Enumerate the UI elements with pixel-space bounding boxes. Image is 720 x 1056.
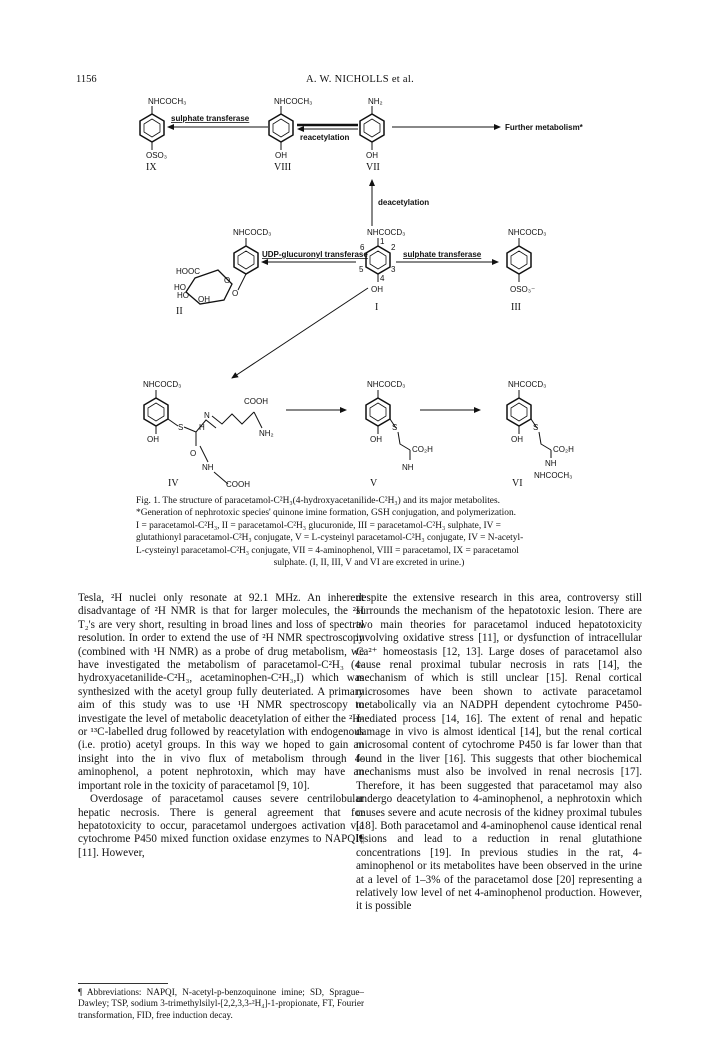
compound-iv-label: IV — [168, 478, 179, 489]
running-head: A. W. NICHOLLS et al. — [305, 74, 415, 85]
iv-s-label: S — [178, 423, 184, 432]
vii-nh2-label: NH₂ — [368, 97, 383, 106]
compound-vi-label: VI — [512, 478, 523, 489]
compound-i-label: I — [375, 302, 379, 313]
v-co2h-label: CO₂H — [412, 445, 433, 454]
caption-line-1: Fig. 1. The structure of paracetamol-C²H₃(4-hydroxyacetanilide-C²H₃) and its major metabolites. — [136, 496, 500, 506]
compound-vii-label: VII — [366, 162, 380, 173]
ring-number-1: 1 — [380, 237, 385, 246]
v-nhcocd3-label: NHCOCD₃ — [367, 380, 406, 389]
iii-oso3-label: OSO₃⁻ — [510, 285, 536, 294]
reacetylation-label: reacetylation — [300, 133, 350, 142]
compound-iv-structure — [143, 380, 274, 489]
i-oh-label: OH — [371, 285, 383, 294]
i-nhcocd3-label: NHCOCD₃ — [367, 228, 406, 237]
sulphate-transferase-label-top: sulphate transferase — [171, 114, 250, 123]
v-oh-label: OH — [370, 435, 382, 444]
ring-number-2: 2 — [391, 243, 396, 252]
iv-oh-label: OH — [147, 435, 159, 444]
vi-nhcocd3-label: NHCOCD₃ — [508, 380, 547, 389]
ii-ring-o-label: O — [232, 289, 239, 298]
iii-nhcocd3-label: NHCOCD₃ — [508, 228, 547, 237]
caption-line-5: L-cysteinyl paracetamol-C²H₃ conjugate, VII = 4-aminophenol, VIII = paracetamol, IX = paracetamol — [136, 545, 519, 556]
v-nh-label: NH — [402, 463, 414, 472]
caption-line-4: glutathionyl paracetamol-C²H₃ conjugate, V = L-cysteinyl paracetamol-C²H₃ conjugate, IV = N-acetyl- — [136, 533, 524, 544]
vi-s-label: S — [533, 423, 539, 432]
iv-carbonyl-o-label: O — [190, 449, 197, 458]
iv-cooh-label-2: COOH — [226, 480, 250, 489]
caption-line-6: sulphate. (I, II, III, V and VI are excreted in urine.) — [273, 558, 465, 569]
viii-oh-label: OH — [275, 151, 287, 160]
left-column — [78, 592, 364, 860]
compound-vii-structure — [360, 97, 384, 173]
compound-ii-structure — [174, 228, 271, 317]
further-metabolism-label: Further metabolism* — [505, 123, 583, 132]
footnote-rule — [78, 983, 168, 984]
compound-v-structure — [366, 380, 433, 489]
ring-number-5: 5 — [359, 265, 364, 274]
compound-iii-label: III — [511, 302, 521, 313]
metabolism-scheme-figure — [0, 0, 720, 492]
left-paragraph-2: Overdosage of paracetamol causes severe centrilobular hepatic necrosis. There is general agreement that for hepatotoxicity to occur, paracetamol undergoes activation via cytochrome P450 mixed function oxidase enzymes to NAPQI¶ [11]. However, — [78, 793, 364, 859]
ii-hooc-label: HOOC — [176, 267, 200, 276]
compound-ii-label: II — [176, 306, 183, 317]
viii-nhcoch3-label: NHCOCH₃ — [274, 97, 313, 106]
compound-viii-label: VIII — [274, 162, 292, 173]
compound-ix-structure — [140, 97, 186, 173]
page-number: 1156 — [76, 74, 97, 85]
ring-number-4: 4 — [380, 274, 385, 283]
footnote: ¶ Abbreviations: NAPQI, N-acetyl-p-benzoquinone imine; SD, Sprague–Dawley; TSP, sodium 3-trimethylsilyl-[2,2,3,3-²H₄]-1-propionate, FT, Fourier transformation, FID, free induction decay. — [78, 987, 364, 1020]
compound-i-structure — [359, 228, 405, 313]
iv-nhcocd3-label: NHCOCD₃ — [143, 380, 182, 389]
ix-oso3-label: OSO₃ — [146, 151, 168, 160]
ix-nhcoch3-label: NHCOCH₃ — [148, 97, 187, 106]
compound-ix-label: IX — [146, 162, 157, 173]
vi-nhcoch3-label: NHCOCH₃ — [534, 471, 573, 480]
compound-v-label: V — [370, 478, 378, 489]
v-s-label: S — [392, 423, 398, 432]
ring-number-3: 3 — [391, 265, 396, 274]
vii-oh-label: OH — [366, 151, 378, 160]
iv-nh2-label: NH₂ — [259, 429, 274, 438]
ii-oh-label: OH — [198, 295, 210, 304]
right-paragraph-1: despite the extensive research in this area, controversy still surrounds the mechanism of the hepatotoxic lesion. There are two main theories for paracetamol induced hepatotoxicity involving oxidative stress [11], or dysfunction of intracellular Ca²⁺ homeostasis [12, 13]. Large doses of paracetamol also cause renal proximal tubular necrosis in rats [14], the mechanism of which is still unclear [15]. Renal cortical microsomes have been shown to activate paracetamol metabolically via an NADPH dependent cytochrome P450-mediated process [14, 16]. The extent of renal and hepatic damage in vivo is almost identical [14], but the renal cortical microsomal content of cytochrome P450 is far lower than that found in the liver [16]. This suggests that other biochemical mechanisms must also be involved in renal necrosis [17]. Therefore, it has been suggested that paracetamol may also undergo deacetylation to 4-aminophenol, a nephrotoxin which causes severe and acute necrosis of the kidney proximal tubules [18]. Both paracetamol and 4-aminophenol cause identical renal lesions and lead to a reduction in renal glutathione concentrations [19]. In previous studies in the rat, 4-aminophenol or its metabolites have been observed in the urine at a level of 1–3% of the paracetamol dose [20] representing a relatively low level of net 4-aminophenol production. However, it is possible — [356, 592, 642, 913]
caption-line-3: I = paracetamol-C²H₃, II = paracetamol-C²H₃ glucuronide, III = paracetamol-C²H₃ sulphate, IV = — [136, 520, 501, 531]
left-paragraph-1: Tesla, ²H nuclei only resonate at 92.1 MHz. An inherent disadvantage of ²H NMR is that for larger molecules, the ²H T₂'s are very short, resulting in broad lines and loss of spectral resolution. In order to extend the use of ²H NMR spectroscopy (combined with ¹H NMR) as a probe of drug metabolism, we have investigated the metabolism of paracetamol-C²H₃ (4-hydroxyacetanilide-C²H₃, acetaminophen-C²H₃,I) which was synthesized with the acetyl group fully deuteriated. A primary aim of this study was to use ¹H NMR spectroscopy to investigate the level of metabolic deacetylation of either the ²H- or ¹³C-labelled drug followed by reacetylation with endogenous (i.e. protio) acetyl groups. In this way we hoped to gain an insight into the in vivo flux of metabolism through 4-aminophenol, a potent nephrotoxin, which may have an important role in the toxicity of paracetamol [9, 10]. — [78, 592, 364, 792]
ring-number-6: 6 — [360, 243, 365, 252]
figure-caption — [136, 495, 602, 569]
iv-h-label: H — [199, 423, 205, 432]
iv-cooh-label: COOH — [244, 397, 268, 406]
sulphate-transferase-label-mid: sulphate transferase — [403, 250, 482, 259]
vi-co2h-label: CO₂H — [553, 445, 574, 454]
right-column — [356, 592, 642, 914]
udp-glucuronyl-transferase-label: UDP-glucuronyl transferase — [262, 250, 368, 259]
deacetylation-label: deacetylation — [378, 198, 430, 207]
compound-vi-structure — [507, 380, 574, 489]
ii-pyran-o-label: O — [224, 276, 231, 285]
iv-nh-label: NH — [202, 463, 214, 472]
vi-oh-label: OH — [511, 435, 523, 444]
caption-line-2: *Generation of nephrotoxic species' quinone imine formation, GSH conjugation, and polymerization. — [136, 508, 516, 519]
ii-ho-label-1: HO — [174, 283, 186, 292]
ii-ho-label-2: HO — [177, 291, 189, 300]
vi-nh-label: NH — [545, 459, 557, 468]
compound-iii-structure — [507, 228, 546, 313]
iv-n-label: N — [204, 411, 210, 420]
ii-nhcocd3-label: NHCOCD₃ — [233, 228, 272, 237]
